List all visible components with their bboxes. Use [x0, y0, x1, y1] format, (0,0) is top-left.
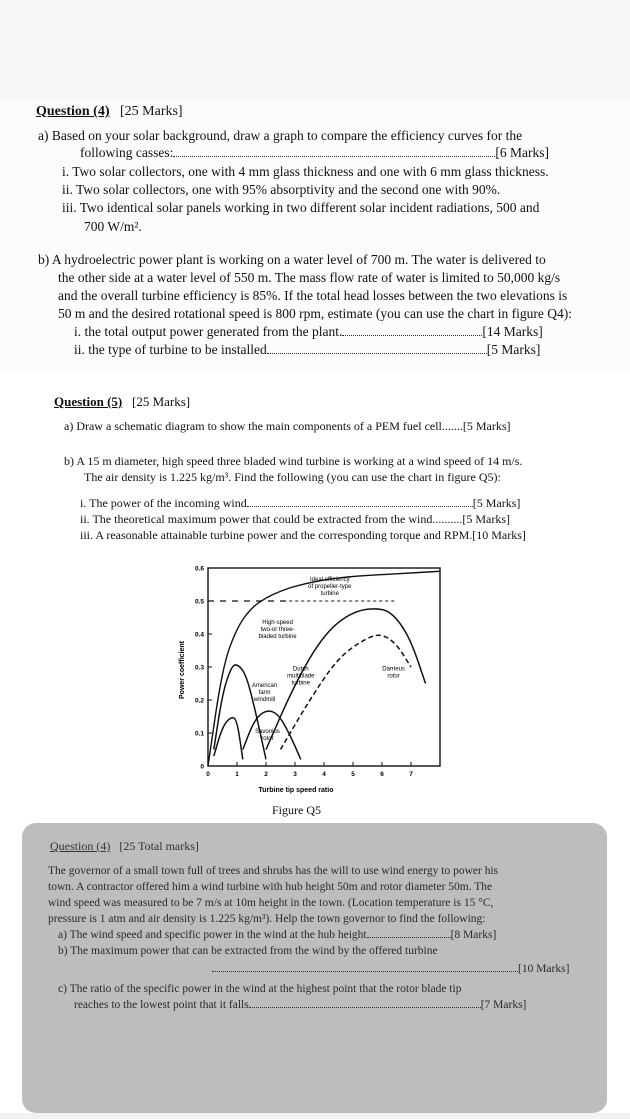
q4b-c1: c) The ratio of the specific power in the wind at the highest point that the rotor blade tip [58, 983, 462, 995]
q4-a-line2: following casses: [6 Marks] [80, 145, 549, 160]
savonius-rotor-label: Savonius [255, 729, 280, 735]
high-speed-turbine-label: High-speed [262, 620, 293, 627]
x-axis-label: Turbine tip speed ratio [258, 787, 334, 794]
q4b-c-marks: [7 Marks] [480, 999, 527, 1011]
q4-title: Question (4) [36, 104, 110, 119]
x-tick-label: 6 [380, 771, 384, 778]
x-tick-label: 1 [235, 771, 239, 778]
y-tick-label: 0.4 [194, 631, 204, 639]
q4-a-ii: ii. Two solar collectors, one with 95% absorptivity and the second one with 90%. [62, 182, 501, 197]
q5-heading [54, 394, 190, 410]
x-tick-label: 2 [264, 771, 268, 778]
q4-a-marks: [6 Marks] [495, 145, 549, 160]
bottom-margin [0, 1113, 630, 1119]
q4b-c2: reaches to the lowest point that it falls [7 Marks] [74, 999, 527, 1011]
q4-a-i: i. Two solar collectors, one with 4 mm glass thickness and one with 6 mm glass thickness. [62, 164, 549, 179]
dutch-multiblade-label: turbine [291, 680, 310, 687]
q4b-heading [50, 839, 199, 854]
q4b-b-marks: [10 Marks] [518, 963, 570, 975]
y-tick-label: 0 [200, 763, 204, 771]
american-farm-windmill-label: American [251, 682, 278, 689]
ideal-efficiency-label: turbine [320, 591, 339, 598]
q4-b-line2: the other side at a water level of 550 m. The mass flow rate of water is limited to 50,000 kg/s [58, 270, 561, 285]
q5-b-i-marks: [5 Marks] [472, 496, 521, 510]
ideal-efficiency-curve [208, 571, 440, 766]
q4-a-iii-2: 700 W/m². [84, 219, 142, 234]
american-farm-windmill-label: farm [258, 689, 271, 696]
q4b-b-marks-line [212, 963, 569, 975]
x-tick-label: 7 [409, 771, 413, 778]
question-4-repeat-panel [22, 823, 607, 1113]
q4-b-ii: ii. the type of turbine to be installed [5 Marks] [74, 342, 541, 357]
q4b-a-marks: [8 Marks] [450, 929, 497, 941]
ideal-efficiency-label: of propeller-type [308, 584, 352, 591]
ideal-efficiency-label: Ideal efficiency [310, 577, 350, 584]
top-margin [0, 0, 630, 100]
q4-b-line1: b) A hydroelectric power plant is working on a water level of 700 m. The water is delivered to [38, 252, 546, 267]
darrieus-rotor-label: rotor [387, 673, 400, 680]
q4b-p1: The governor of a small town full of trees and shrubs has the will to use wind energy to power his [48, 865, 499, 877]
q4-heading [36, 104, 183, 120]
x-tick-label: 5 [351, 771, 355, 778]
darrieus-rotor-label: Darrieus [382, 666, 405, 673]
y-tick-label: 0.2 [194, 697, 204, 705]
q4b-title: Question (4) [50, 839, 111, 853]
q5-marks: [25 Marks] [132, 394, 191, 409]
q4b-p4: pressure is 1 atm and air density is 1.225 kg/m³). Help the town governor to find the following: [48, 913, 486, 925]
x-tick-label: 3 [293, 771, 297, 778]
darrieus-rotor-curve [281, 635, 412, 749]
q4-a-line1: a) Based on your solar background, draw a graph to compare the efficiency curves for the [38, 128, 523, 143]
q5-b-ii: ii. The theoretical maximum power that could be extracted from the wind..........[5 Marks] [80, 512, 510, 526]
q4b-marks: [25 Total marks] [119, 839, 199, 853]
q5-a: a) Draw a schematic diagram to show the main components of a PEM fuel cell.......[5 Marks] [64, 419, 511, 433]
q4b-p2: town. A contractor offered him a wind turbine with hub height 50m and rotor diameter 50m. The [48, 881, 493, 893]
q5-title: Question (5) [54, 394, 123, 409]
y-tick-label: 0.3 [194, 664, 204, 672]
q5-b-iii: iii. A reasonable attainable turbine power and the corresponding torque and RPM.[10 Marks] [80, 528, 526, 542]
q4b-p3: wind speed was measured to be 7 m/s at 10m height in the town. (Location temperature is 15 °C, [48, 897, 494, 909]
dutch-multiblade-label: Dutch [292, 666, 309, 673]
dutch-multiblade-label: multiblade [287, 673, 315, 680]
x-tick-label: 4 [322, 771, 326, 778]
high-speed-turbine-label: bladed turbine [258, 634, 297, 641]
american-farm-windmill-label: windmill [253, 696, 276, 703]
savonius-rotor-label: rotor [261, 736, 274, 742]
q4b-b: b) The maximum power that can be extracted from the wind by the offered turbine [58, 945, 438, 957]
q4b-a: a) The wind speed and specific power in the wind at the hub height [8 Marks] [58, 929, 497, 941]
q4-marks: [25 Marks] [120, 104, 183, 119]
y-tick-label: 0.1 [194, 730, 204, 738]
q4-a-iii-1: iii. Two identical solar panels working in two different solar incident radiations, 500 and [62, 200, 540, 215]
y-tick-label: 0.6 [194, 565, 204, 573]
q4-b-i: i. the total output power generated from the plant. [14 Marks] [74, 324, 543, 339]
high-speed-turbine-label: two-or three- [260, 627, 295, 634]
q4-b-line4: 50 m and the desired rotational speed is 800 rpm, estimate (you can use the chart in figure Q4): [58, 306, 572, 321]
plot-frame [208, 568, 440, 766]
y-tick-label: 0.5 [194, 598, 204, 606]
y-axis-label: Power coefficient [179, 641, 186, 699]
q5-b-line2: The air density is 1.225 kg/m³. Find the following (you can use the chart in figure Q5): [84, 470, 501, 484]
q4-b-i-marks: [14 Marks] [482, 324, 543, 339]
q5-b-i: i. The power of the incoming wind [5 Marks] [80, 496, 521, 510]
q4-b-line3: and the overall turbine efficiency is 85%. If the total head losses between the two elevations is [58, 288, 568, 303]
q4-b-ii-marks: [5 Marks] [486, 342, 541, 357]
figure-caption: Figure Q5 [272, 803, 321, 817]
q5-b-line1: b) A 15 m diameter, high speed three bladed wind turbine is working at a wind speed of 14 m/s. [64, 454, 523, 468]
x-tick-label: 0 [206, 771, 210, 778]
power-coefficient-chart [170, 560, 450, 800]
